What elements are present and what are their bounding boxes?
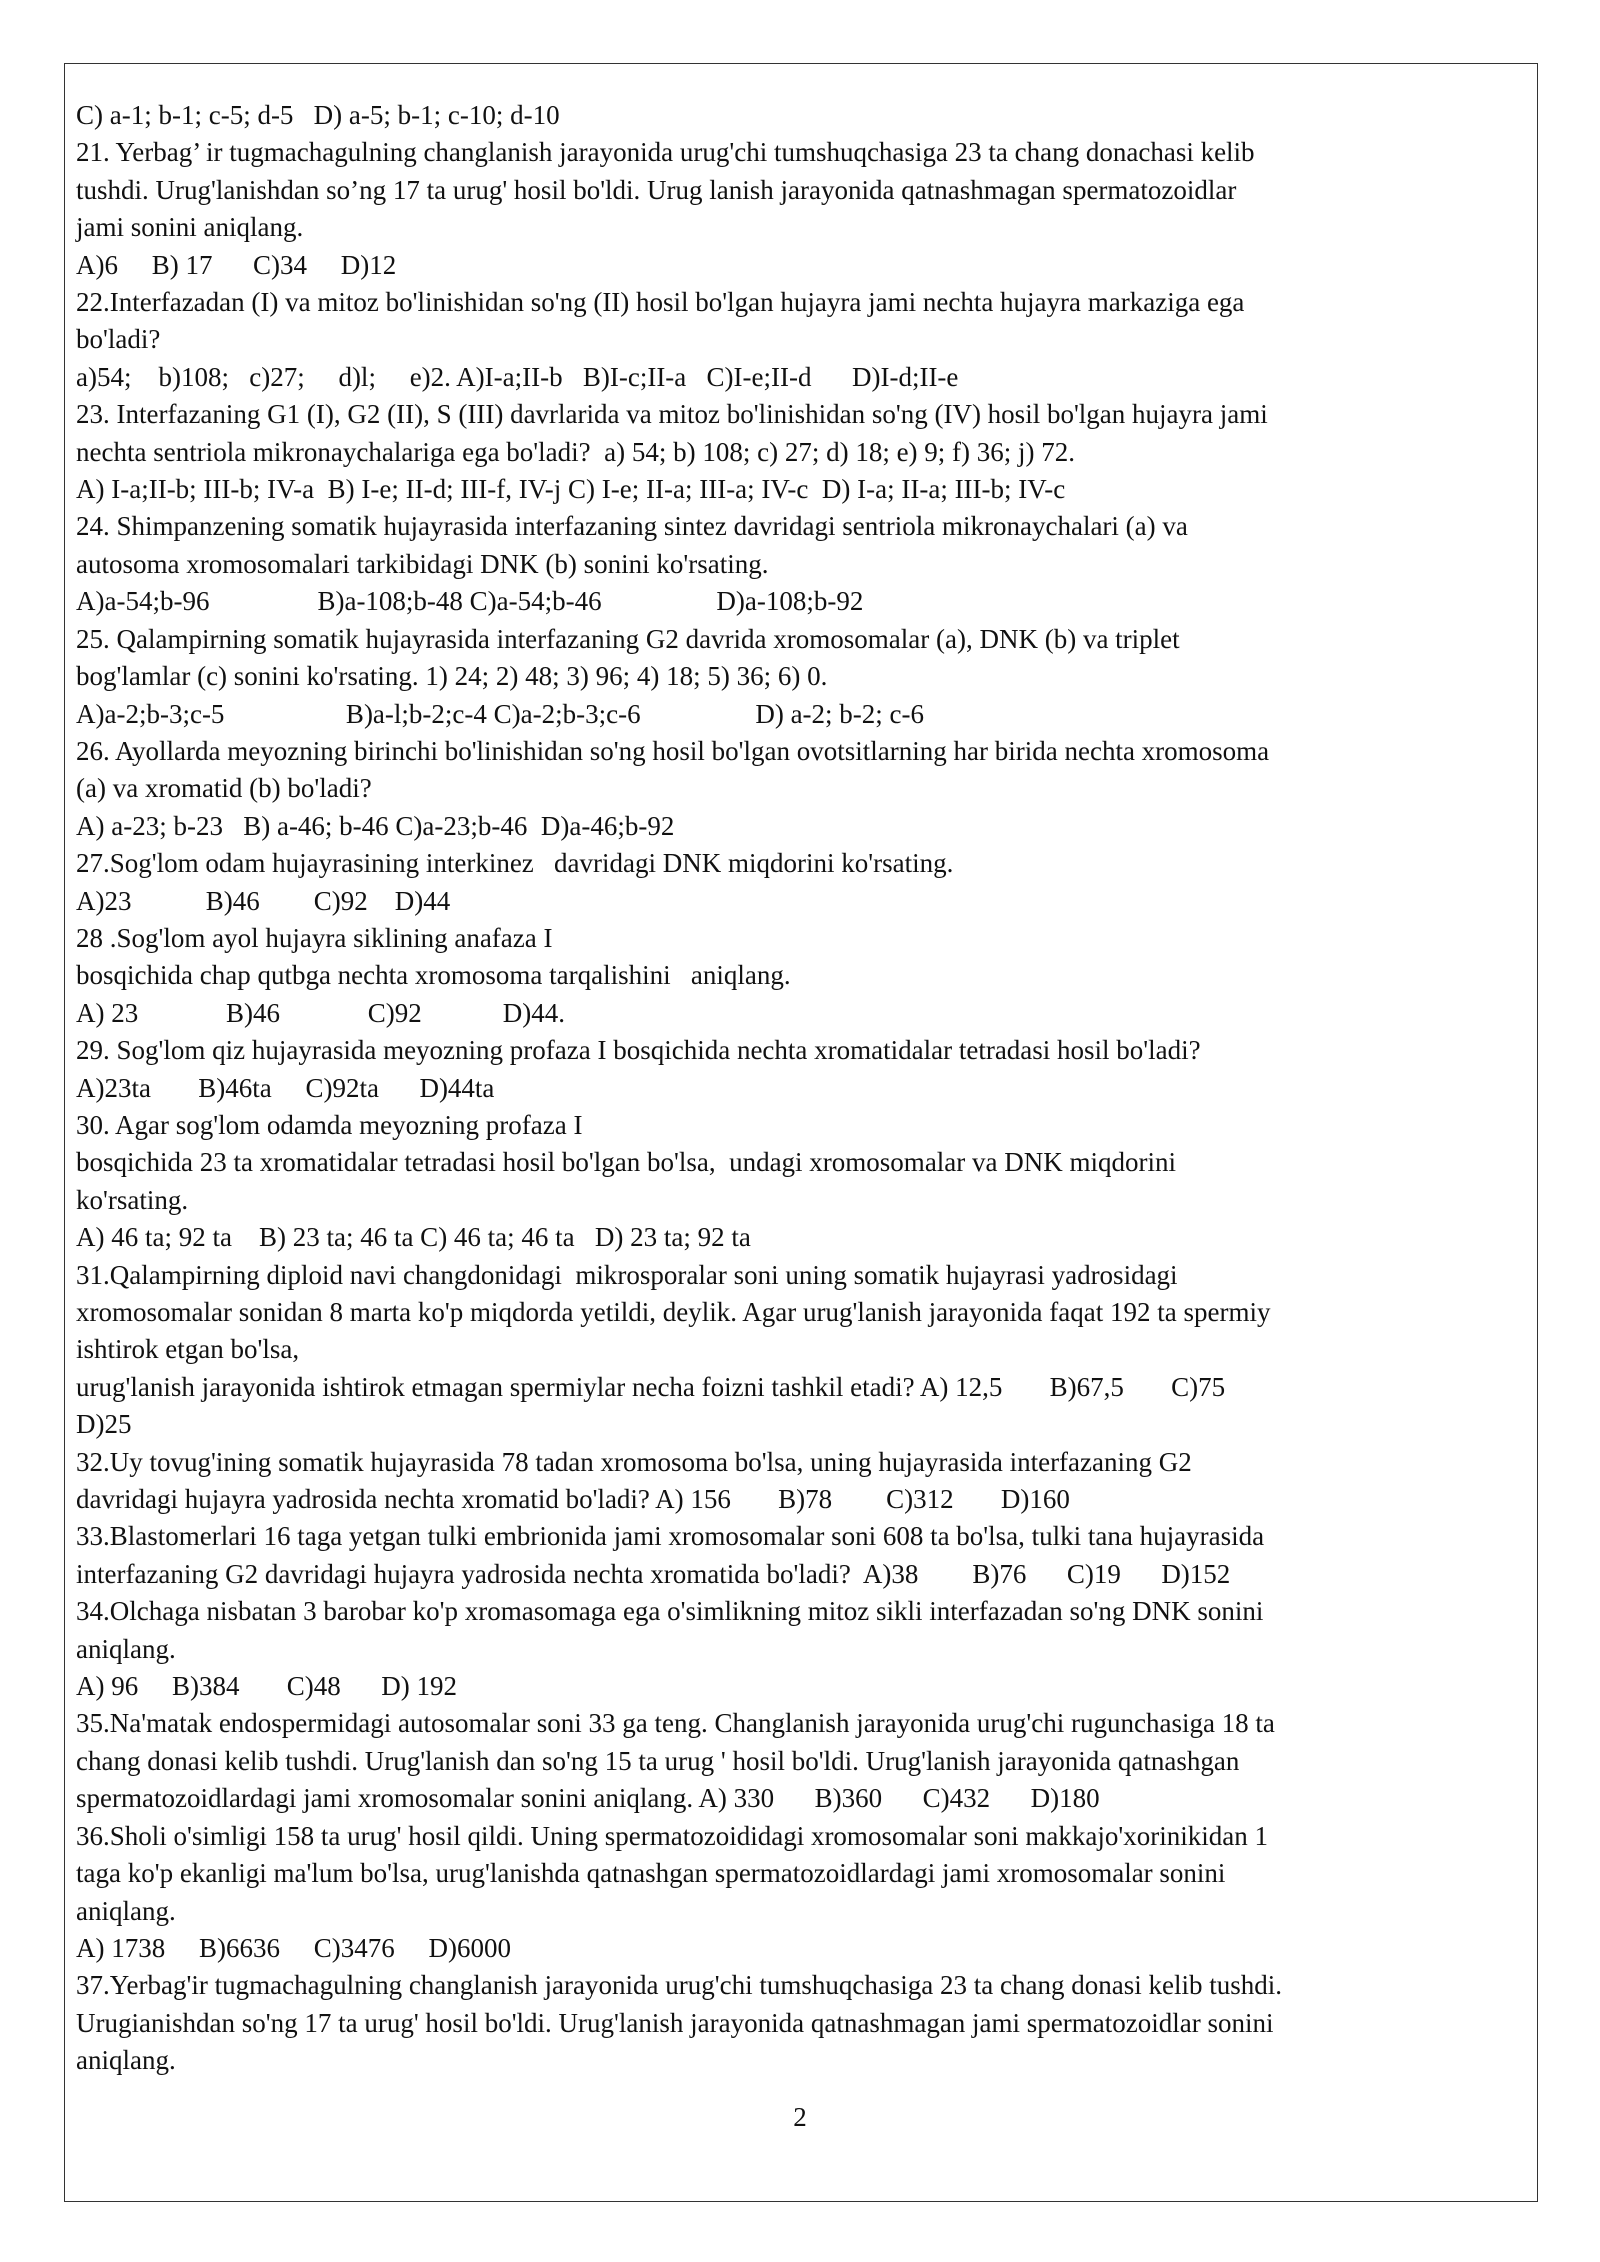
text-line: 28 .Sog'lom ayol hujayra siklining anafaza I — [76, 922, 553, 953]
text-line: ko'rsating. — [76, 1184, 189, 1215]
text-line: A)23ta B)46ta C)92ta D)44ta — [76, 1072, 495, 1103]
text-line: bog'lamlar (c) sonini ko'rsating. 1) 24; 2) 48; 3) 96; 4) 18; 5) 36; 6) 0. — [76, 661, 828, 692]
text-line: aniqlang. — [76, 1633, 176, 1664]
text-line: A)6 B) 17 C)34 D)12 — [76, 249, 397, 280]
text-line: bosqichida chap qutbga nechta xromosoma tarqalishini aniqlang. — [76, 960, 791, 991]
text-line: tushdi. Urug'lanishdan so’ng 17 ta urug' hosil bo'ldi. Urug lanish jarayonida qatnashmagan spermatozoidlar — [76, 174, 1237, 205]
text-line: 37.Yerbag'ir tugmachagulning changlanish jarayonida urug'chi tumshuqchasiga 23 ta chang donasi kelib tushdi. — [76, 1970, 1282, 2001]
text-line: aniqlang. — [76, 1895, 176, 1926]
text-line: 35.Na'matak endospermidagi autosomalar soni 33 ga teng. Changlanish jarayonida urug'chi rugunchasiga 18 ta — [76, 1708, 1275, 1739]
text-line: chang donasi kelib tushdi. Urug'lanish dan so'ng 15 ta urug ' hosil bo'ldi. Urug'lanish jarayonida qatnashgan — [76, 1745, 1240, 1776]
text-line: bo'ladi? — [76, 324, 161, 355]
text-line: A) 96 B)384 C)48 D) 192 — [76, 1671, 457, 1702]
text-line: 31.Qalampirning diploid navi changdonidagi mikrosporalar soni uning somatik hujayrasi yadrosidagi — [76, 1259, 1178, 1290]
text-line: 21. Yerbag’ ir tugmachagulning changlanish jarayonida urug'chi tumshuqchasiga 23 ta chang donachasi kelib — [76, 137, 1255, 168]
document-body — [76, 97, 1528, 2080]
text-line: 24. Shimpanzening somatik hujayrasida interfazaning sintez davridagi sentriola mikronaychalari (a) va — [76, 511, 1188, 542]
text-line: (a) va xromatid (b) bo'ladi? — [76, 773, 372, 804]
text-line: autosoma xromosomalari tarkibidagi DNK (b) sonini ko'rsating. — [76, 548, 769, 579]
text-line: 23. Interfazaning G1 (I), G2 (II), S (III) davrlarida va mitoz bo'linishidan so'ng (IV) hosil bo'lgan hujayra jami — [76, 399, 1268, 430]
text-line: taga ko'p ekanligi ma'lum bo'lsa, urug'lanishda qatnashgan spermatozoidlardagi jami xromosomalar sonini — [76, 1858, 1226, 1889]
text-line: 32.Uy tovug'ining somatik hujayrasida 78 tadan xromosoma bo'lsa, uning hujayrasida interfazaning G2 — [76, 1446, 1192, 1477]
text-line: a)54; b)108; c)27; d)l; e)2. A)I-a;II-b B)I-c;II-a C)I-e;II-d D)I-d;II-e — [76, 361, 959, 392]
text-line: A)a-2;b-3;c-5 B)a-l;b-2;c-4 C)a-2;b-3;c-6 D) a-2; b-2; c-6 — [76, 698, 925, 729]
text-line: Urugianishdan so'ng 17 ta urug' hosil bo'ldi. Urug'lanish jarayonida qatnashmagan jami spermatozoidlar sonini — [76, 2007, 1274, 2038]
text-line: 33.Blastomerlari 16 taga yetgan tulki embrionida jami xromosomalar soni 608 ta bo'lsa, tulki tana hujayrasida — [76, 1521, 1265, 1552]
text-line: jami sonini aniqlang. — [76, 212, 304, 243]
text-line: C) a-1; b-1; c-5; d-5 D) a-5; b-1; c-10; d-10 — [76, 100, 560, 130]
page-number: 2 — [793, 2102, 807, 2132]
text-line: xromosomalar sonidan 8 marta ko'p miqdorda yetildi, deylik. Agar urug'lanish jarayonida faqat 192 ta spermiy — [76, 1297, 1271, 1327]
text-line: 26. Ayollarda meyozning birinchi bo'linishidan so'ng hosil bo'lgan ovotsitlarning har birida nechta xromosoma — [76, 735, 1270, 766]
text-line: A) 23 B)46 C)92 D)44. — [76, 997, 565, 1028]
text-line: A) 46 ta; 92 ta B) 23 ta; 46 ta C) 46 ta; 46 ta D) 23 ta; 92 ta — [76, 1222, 751, 1253]
text-line: A) I-a;II-b; III-b; IV-a B) I-e; II-d; III-f, IV-j C) I-e; II-a; III-a; IV-c D) I-a; II-a; III-b; IV-c — [76, 474, 1066, 505]
text-line: 25. Qalampirning somatik hujayrasida interfazaning G2 davrida xromosomalar (a), DNK (b) va triplet — [76, 623, 1180, 654]
text-line: urug'lanish jarayonida ishtirok etmagan spermiylar necha foizni tashkil etadi? A) 12,5 B)67,5 C)75 — [76, 1371, 1226, 1402]
text-line: 36.Sholi o'simligi 158 ta urug' hosil qildi. Uning spermatozoididagi xromosomalar soni makkajo'xorinikidan 1 — [76, 1820, 1268, 1851]
text-line: A)a-54;b-96 B)a-108;b-48 C)a-54;b-46 D)a-108;b-92 — [76, 586, 864, 617]
text-line: interfazaning G2 davridagi hujayra yadrosida nechta xromatida bo'ladi? A)38 B)76 C)19 D)152 — [76, 1558, 1231, 1589]
text-line: A)23 B)46 C)92 D)44 — [76, 885, 451, 916]
text-line: D)25 — [76, 1409, 132, 1440]
text-line: A) 1738 B)6636 C)3476 D)6000 — [76, 1932, 511, 1963]
text-line: aniqlang. — [76, 2045, 176, 2076]
text-line: nechta sentriola mikronaychalariga ega bo'ladi? a) 54; b) 108; c) 27; d) 18; e) 9; f) 36; j) 72. — [76, 436, 1076, 467]
text-line: 30. Agar sog'lom odamda meyozning profaza I — [76, 1109, 583, 1140]
text-line: davridagi hujayra yadrosida nechta xromatid bo'ladi? A) 156 B)78 C)312 D)160 — [76, 1484, 1070, 1515]
text-line: ishtirok etgan bo'lsa, — [76, 1334, 300, 1365]
text-line: 34.Olchaga nisbatan 3 barobar ko'p xromasomaga ega o'simlikning mitoz sikli interfazadan so'ng DNK sonini — [76, 1596, 1264, 1627]
text-line: bosqichida 23 ta xromatidalar tetradasi hosil bo'lgan bo'lsa, undagi xromosomalar va DNK miqdorini — [76, 1147, 1176, 1178]
text-line: 29. Sog'lom qiz hujayrasida meyozning profaza I bosqichida nechta xromatidalar tetradasi hosil bo'ladi? — [76, 1035, 1201, 1066]
text-line: 27.Sog'lom odam hujayrasining interkinez davridagi DNK miqdorini ko'rsating. — [76, 848, 954, 879]
text-line: A) a-23; b-23 B) a-46; b-46 C)a-23;b-46 D)a-46;b-92 — [76, 810, 675, 841]
text-line: 22.Interfazadan (I) va mitoz bo'linishidan so'ng (II) hosil bo'lgan hujayra jami nechta hujayra markaziga ega — [76, 287, 1245, 318]
text-line: spermatozoidlardagi jami xromosomalar sonini aniqlang. A) 330 B)360 C)432 D)180 — [76, 1783, 1100, 1814]
